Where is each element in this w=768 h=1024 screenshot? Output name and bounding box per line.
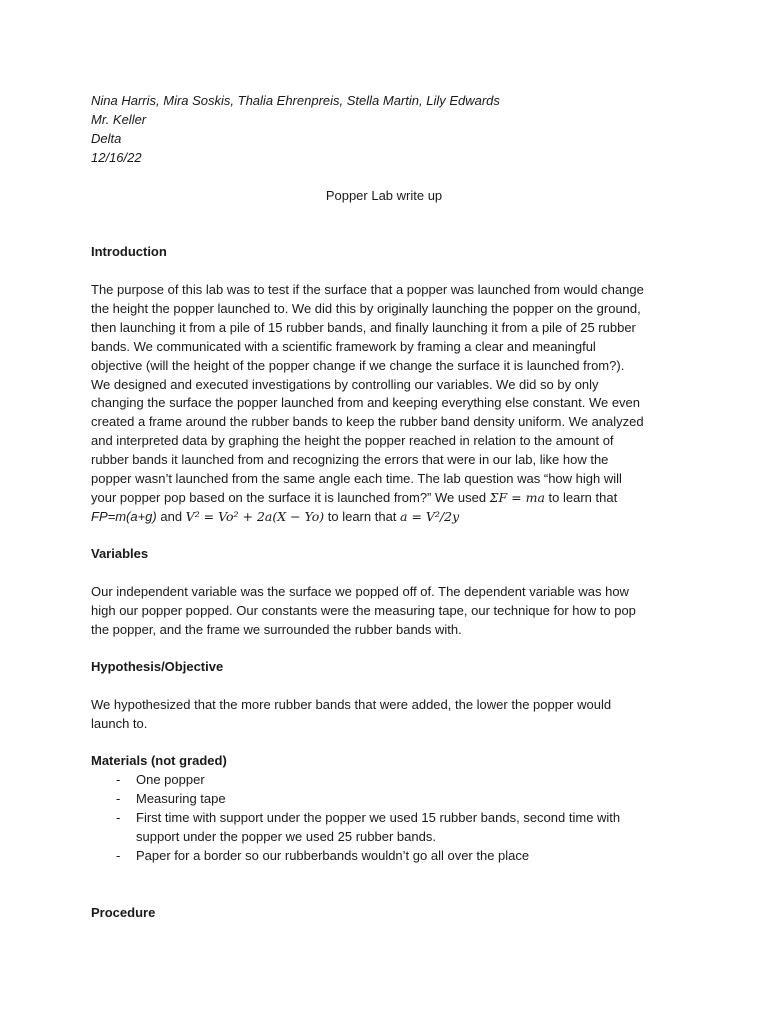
procedure-heading: Procedure	[91, 905, 156, 920]
bullet-dash: -	[116, 809, 121, 825]
paragraph-line: objective (will the height of the popper change if we change the surface it is launched from?).	[91, 357, 625, 373]
list-item: - One popper	[91, 771, 691, 790]
paragraph-line: the height the popper launched to. We did this by originally launching the popper on the ground,	[91, 300, 641, 316]
paragraph-line: The purpose of this lab was to test if the surface that a popper was launched from would change	[91, 282, 644, 297]
class-name: Delta	[91, 130, 122, 146]
equation-fp: FP=m(a+g)	[91, 508, 157, 524]
authors: Nina Harris, Mira Soskis, Thalia Ehrenpreis, Stella Martin, Lily Edwards	[91, 93, 500, 108]
paragraph-line: created a frame around the rubber bands to keep the rubber band density uniform. We analyzed	[91, 414, 644, 430]
paragraph-line: then launching it from a pile of 15 rubber bands, and finally launching it from a pile of 25 rubber	[91, 319, 636, 335]
introduction-paragraph	[91, 281, 691, 527]
paragraph-line: changing the surface the popper launched from and keeping everything else constant. We even	[91, 395, 641, 411]
header-block	[91, 92, 691, 168]
paragraph-line: We hypothesized that the more rubber bands that were added, the lower the popper would	[91, 697, 612, 712]
equation-connector: and	[156, 508, 186, 524]
date: 12/16/22	[91, 149, 142, 165]
materials-heading: Materials (not graded)	[91, 753, 227, 768]
document-title: Popper Lab write up	[325, 188, 443, 203]
list-item: - First time with support under the popper we used 15 rubber bands, second time with support under the popper we used 25 rubber bands.	[116, 809, 621, 844]
variables-paragraph	[91, 583, 691, 640]
paragraph-line: popper wasn’t launched from the same angle each time. The lab question was “how high will	[91, 471, 622, 487]
paragraph-line: bands. We communicated with a scientific framework by framing a clear and meaningful	[91, 338, 596, 354]
paragraph-line: Our independent variable was the surface we popped off of. The dependent variable was how	[91, 584, 629, 599]
paragraph-line: the popper, and the frame we surrounded the rubber bands with.	[91, 621, 462, 637]
bullet-dash: -	[116, 790, 121, 806]
equation-kinematic: V² = Vo² + 2a(X − Yo)	[185, 508, 325, 524]
introduction-heading: Introduction	[91, 244, 167, 259]
variables-heading: Variables	[91, 546, 149, 561]
paragraph-line: rubber bands it launched from and recognizing the errors that were in our lab, like how the	[91, 452, 609, 468]
bullet-dash: -	[116, 772, 121, 787]
materials-list	[91, 771, 691, 866]
paragraph-line: and interpreted data by graphing the height the popper reached in relation to the amount of	[91, 433, 614, 449]
bullet-dash: -	[116, 847, 121, 863]
list-item: - Paper for a border so our rubberbands wouldn’t go all over the place	[91, 847, 691, 866]
equation-connector-2: to learn that	[324, 508, 401, 524]
paragraph-line: high our popper popped. Our constants were the measuring tape, our technique for how to pop	[91, 602, 636, 618]
equation-sentence-end: to learn that	[544, 489, 618, 505]
equation-sentence: your popper pop based on the surface it is launched from?” We used	[91, 489, 490, 505]
paragraph-line: launch to.	[91, 715, 148, 731]
paragraph-line	[91, 489, 691, 508]
paragraph-line: We designed and executed investigations by controlling our variables. We did so by only	[91, 376, 599, 392]
teacher: Mr. Keller	[91, 111, 147, 127]
list-item: - Measuring tape	[91, 790, 691, 809]
hypothesis-paragraph	[91, 696, 691, 734]
paragraph-line	[91, 508, 691, 527]
hypothesis-heading: Hypothesis/Objective	[91, 659, 224, 674]
equation-newton-second-law: ΣF = ma	[489, 489, 545, 505]
equation-acceleration: a = V²/2y	[400, 508, 460, 524]
